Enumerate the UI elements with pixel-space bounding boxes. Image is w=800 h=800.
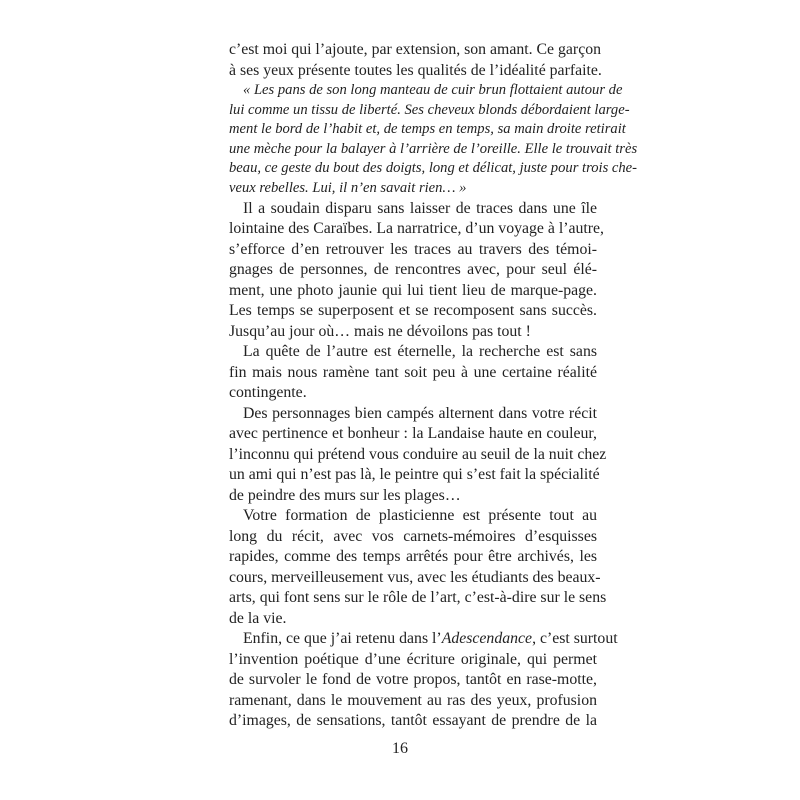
text-line: c’est moi qui l’ajoute, par extension, son amant. Ce garçon (229, 41, 601, 58)
block-quote (229, 81, 638, 199)
paragraph (229, 506, 607, 629)
text-fragment: , c’est surtout (532, 630, 618, 648)
text-line: ramenant, dans le mouvement au ras des yeux, profusion (229, 691, 597, 709)
text-line: l’inconnu qui prétend vous conduire au seuil de la nuit chez (229, 445, 607, 463)
text-line: Il a soudain disparu sans laisser de traces dans une île (243, 199, 597, 217)
text-line: Les temps se superposent et se recomposent sans succès. (229, 302, 597, 320)
text-line: de la vie. (229, 609, 287, 627)
text-line: contingente. (229, 384, 307, 402)
text-line: rapides, comme des temps arrêtés pour être archivés, les (229, 548, 597, 566)
text-line: lointaine des Caraïbes. La narratrice, d’un voyage à l’autre, (229, 220, 605, 238)
quote-line: une mèche pour la balayer à l’arrière de l’oreille. Elle le trouvait très (229, 140, 638, 157)
text-line: d’images, de sensations, tantôt essayant de prendre de la (229, 712, 597, 730)
text-line: à ses yeux présente toutes les qualités de l’idéalité parfaite. (229, 61, 602, 79)
text-line: cours, merveilleusement vus, avec les étudiants des beaux- (229, 568, 601, 586)
text-line: gnages de personnes, de rencontres avec, pour seul élé- (229, 261, 597, 279)
paragraph (229, 629, 618, 732)
text-line: Des personnages bien campés alternent dans votre récit (243, 404, 597, 422)
text-fragment: Enfin, ce que j’ai retenu dans l’ (243, 630, 442, 648)
text-line: long du récit, avec vos carnets-mémoires d’esquisses (229, 527, 597, 545)
quote-line: ment le bord de l’habit et, de temps en temps, sa main droite retirait (229, 121, 626, 138)
paragraph-continuation (229, 40, 602, 81)
text-line: un ami qui n’est pas là, le peintre qui s’est fait la spécialité (229, 466, 600, 484)
text-line: de survoler le fond de votre propos, tantôt en rase-motte, (229, 671, 597, 689)
quote-line: veux rebelles. Lui, il n’en savait rien… » (229, 179, 467, 196)
text-line: La quête de l’autre est éternelle, la recherche est sans (243, 343, 597, 361)
paragraph (229, 404, 607, 507)
text-line: ment, une photo jaunie qui lui tient lieu de marque-page. (229, 281, 597, 299)
book-title: Adescendance (441, 630, 533, 648)
text-line: de peindre des murs sur les plages… (229, 486, 461, 504)
body-text (229, 40, 638, 732)
text-line: Votre formation de plasticienne est présente tout au (243, 507, 597, 525)
quote-line: « Les pans de son long manteau de cuir brun flottaient autour de (243, 82, 623, 98)
paragraph (229, 199, 605, 343)
quote-line: lui comme un tissu de liberté. Ses cheveux blonds débordaient large- (229, 101, 630, 118)
quote-line: beau, ce geste du bout des doigts, long et délicat, juste pour trois che- (229, 160, 638, 177)
paragraph (229, 342, 597, 404)
text-line: s’efforce d’en retrouver les traces au travers des témoi- (229, 240, 597, 258)
text-line: fin mais nous ramène tant soit peu à une certaine réalité (229, 363, 597, 381)
page-number: 16 (392, 740, 408, 757)
text-line: l’invention poétique d’une écriture originale, qui permet (229, 650, 597, 668)
text-line: arts, qui font sens sur le rôle de l’art, c’est-à-dire sur le sens (229, 589, 607, 607)
text-line: Jusqu’au jour où… mais ne dévoilons pas tout ! (229, 322, 531, 340)
text-line: avec pertinence et bonheur : la Landaise haute en couleur, (229, 425, 597, 443)
text-line (229, 629, 618, 650)
